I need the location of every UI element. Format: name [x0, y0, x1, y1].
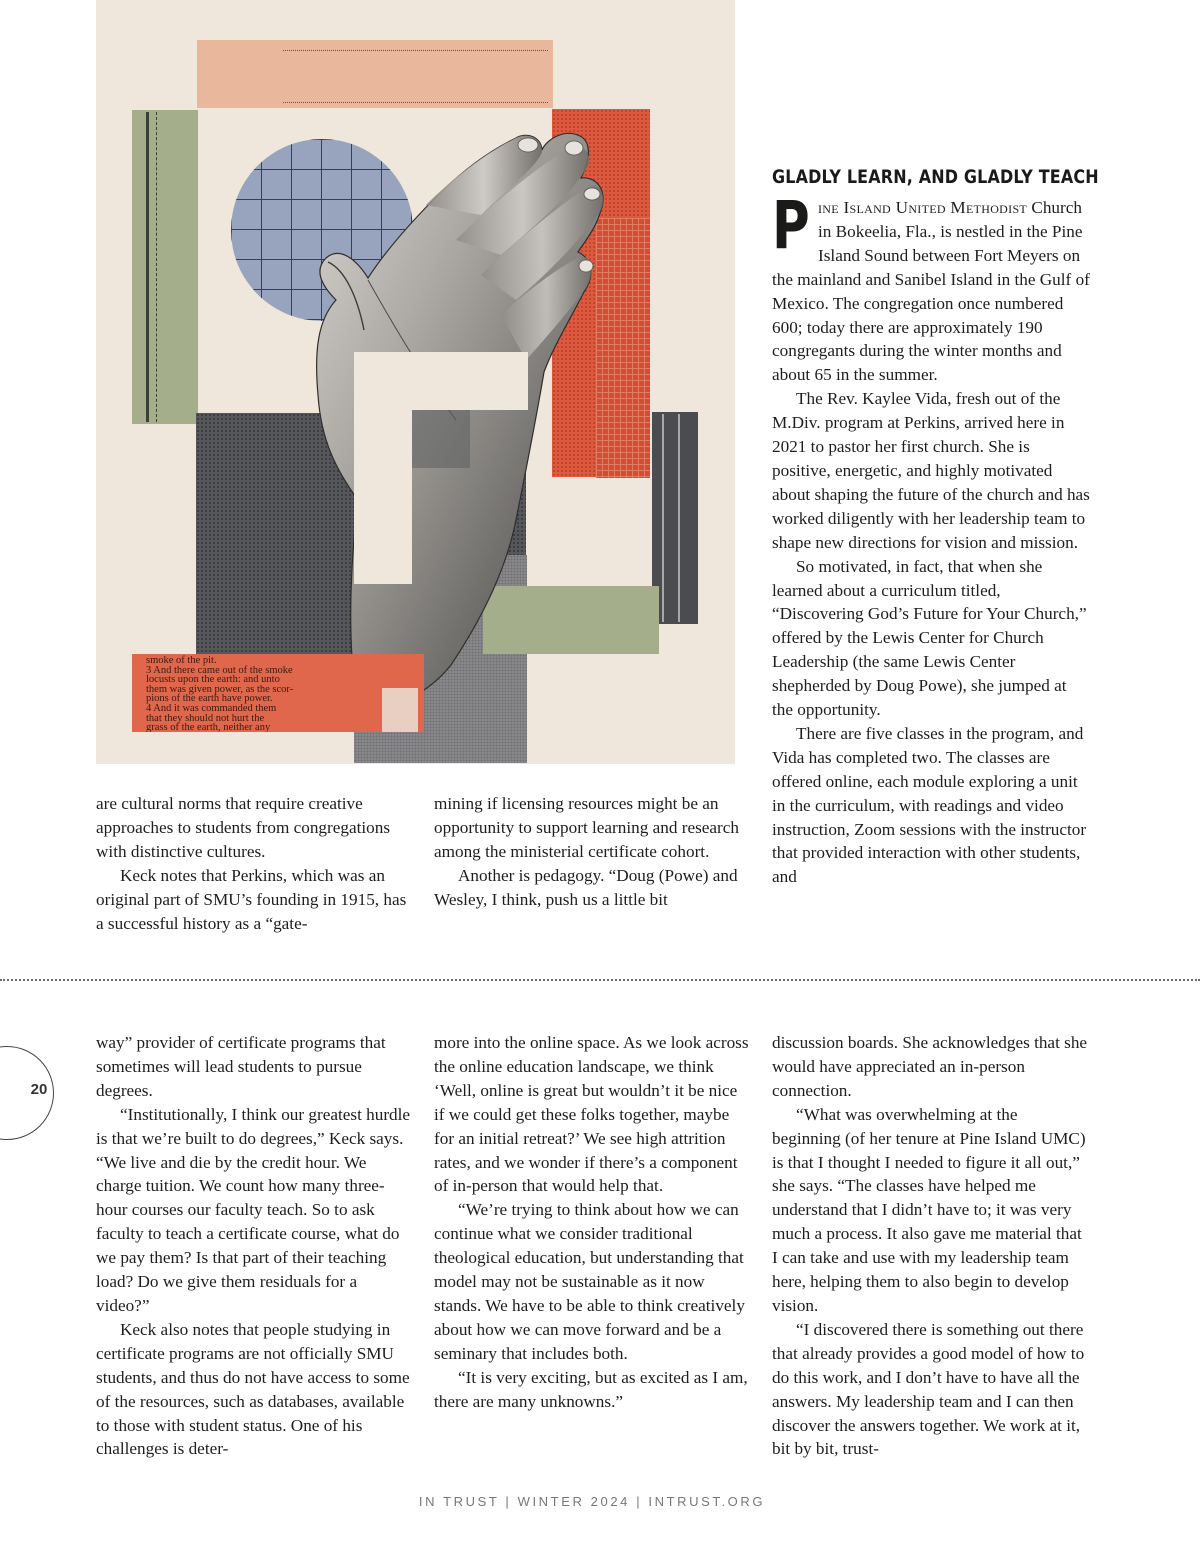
scripture-line: 3 And there came out of the smoke — [146, 664, 293, 676]
fingernail — [584, 188, 600, 200]
section-heading: GLADLY LEARN, AND GLADLY TEACH — [772, 166, 1099, 188]
lower-column-3 — [772, 1031, 1090, 1461]
body-paragraph: way” provider of certificate programs that sometimes will lead students to pursue degrees. — [96, 1033, 386, 1100]
lower-column-2 — [434, 1031, 752, 1414]
collage-illustration — [96, 0, 735, 764]
lead-smallcaps: ine Island United Methodist — [818, 198, 1028, 217]
body-paragraph: discussion boards. She acknowledges that she would have appreciated an in-person connection. — [772, 1033, 1088, 1100]
scripture-line: smoke of the pit. — [146, 655, 217, 666]
cream-window-frame — [354, 352, 528, 584]
upper-column-1 — [96, 792, 414, 935]
scripture-line: them was given power, as the scor- — [146, 683, 294, 695]
body-paragraph: are cultural norms that require creative approaches to students from congregations with distinctive cultures. — [96, 794, 391, 861]
sidebar-paragraph — [772, 187, 1090, 387]
scripture-line: that they should not hurt the — [146, 712, 265, 724]
body-paragraph: mining if licensing resources might be an opportunity to support learning and research among the ministerial certificate cohort. — [434, 794, 739, 861]
fingernail — [518, 138, 538, 152]
scripture-line: 4 And it was commanded them — [146, 702, 277, 714]
scripture-line: grass of the earth, neither any — [146, 722, 271, 732]
body-paragraph: Another is pedagogy. “Doug (Powe) and Wesley, I think, push us a little bit — [434, 865, 738, 909]
dotted-divider — [0, 979, 1200, 981]
body-paragraph: Keck also notes that people studying in certificate programs are not officially SMU students, and thus do not have access to some of the resources, such as databases, available to those with student status. One of his challenges is deter- — [96, 1319, 410, 1459]
upper-column-2 — [434, 792, 752, 912]
page-number: 20 — [30, 1081, 48, 1098]
page-footer: IN TRUST | WINTER 2024 | INTRUST.ORG — [418, 1494, 766, 1509]
lead-text: Church in Bokeelia, Fla., is nestled in the Pine Island Sound between Fort Meyers on the mainland and Sanibel Island in the Gulf of Mexico. The congregation once numbered 600; today there are approximately 190 congregants during the winter months and about 65 in the summer. — [772, 198, 1090, 385]
scripture-line: pions of the earth have power. — [146, 693, 273, 705]
fingernail — [579, 260, 593, 272]
lower-column-1 — [96, 1031, 414, 1461]
sidebar-paragraph: There are five classes in the program, and Vida has completed two. The classes are offered online, each module exploring a unit in the curriculum, with readings and video instruction, Zoom sessions with the instructor that provided interaction with other students, and — [772, 723, 1087, 887]
drop-cap: P — [772, 187, 810, 264]
body-paragraph: “What was overwhelming at the beginning (of her tenure at Pine Island UMC) is that I thought I needed to figure it all out,” she says. “The classes have helped me understand that I didn’t have to; it was very much a process. It also gave me material that I can take and use with my leadership team here, helping them to also begin to develop vision. — [772, 1104, 1086, 1315]
body-paragraph: more into the online space. As we look across the online education landscape, we think ‘Well, online is great but wouldn’t it be nice if we could get these folks together, maybe for an initial retreat?’ We see high attrition rates, and we wonder if there’s a component of in-person that would help that. — [434, 1033, 749, 1196]
body-paragraph: “It is very exciting, but as excited as I am, there are many unknowns.” — [434, 1367, 748, 1411]
scripture-strip-fragment — [382, 688, 418, 732]
body-paragraph: “I discovered there is something out there that already provides a good model of how to do this work, and I don’t have to have all the answers. My leadership team and I can then discover the answers together. We work at it, bit by bit, trust- — [772, 1319, 1085, 1459]
body-paragraph: Keck notes that Perkins, which was an original part of SMU’s founding in 1915, has a successful history as a “gate- — [96, 865, 407, 933]
scripture-line: locusts upon the earth: and unto — [146, 674, 280, 686]
sidebar-paragraph: So motivated, in fact, that when she learned about a curriculum titled, “Discovering God’s Future for Your Church,” offered by the Lewis Center for Church Leadership (the same Lewis Center shepherded by Doug Powe), she jumped at the opportunity. — [772, 556, 1087, 720]
sidebar-paragraph: The Rev. Kaylee Vida, fresh out of the M.Div. program at Perkins, arrived here in 2021 to pastor her first church. She is positive, energetic, and highly motivated about shaping the future of the church and has worked diligently with her leadership team to shape new directions for vision and mission. — [772, 389, 1090, 552]
body-paragraph: “Institutionally, I think our greatest hurdle is that we’re built to do degrees,” Keck says. “We live and die by the credit hour. We charge tuition. We count how many three-hour courses our faculty teach. So to ask faculty to teach a certificate course, what do we pay them? Is that part of their teaching load? Do we give them residuals for a video?” — [96, 1104, 411, 1315]
body-paragraph: “We’re trying to think about how we can continue what we consider traditional theological education, but understanding that model may not be sustainable as it now stands. We have to be able to think creatively about how we can move forward and be a seminary that includes both. — [434, 1200, 745, 1363]
fingernail — [565, 141, 583, 155]
sidebar-column — [772, 187, 1090, 889]
gray-square-mid — [412, 410, 470, 468]
scripture-strip — [132, 654, 424, 732]
